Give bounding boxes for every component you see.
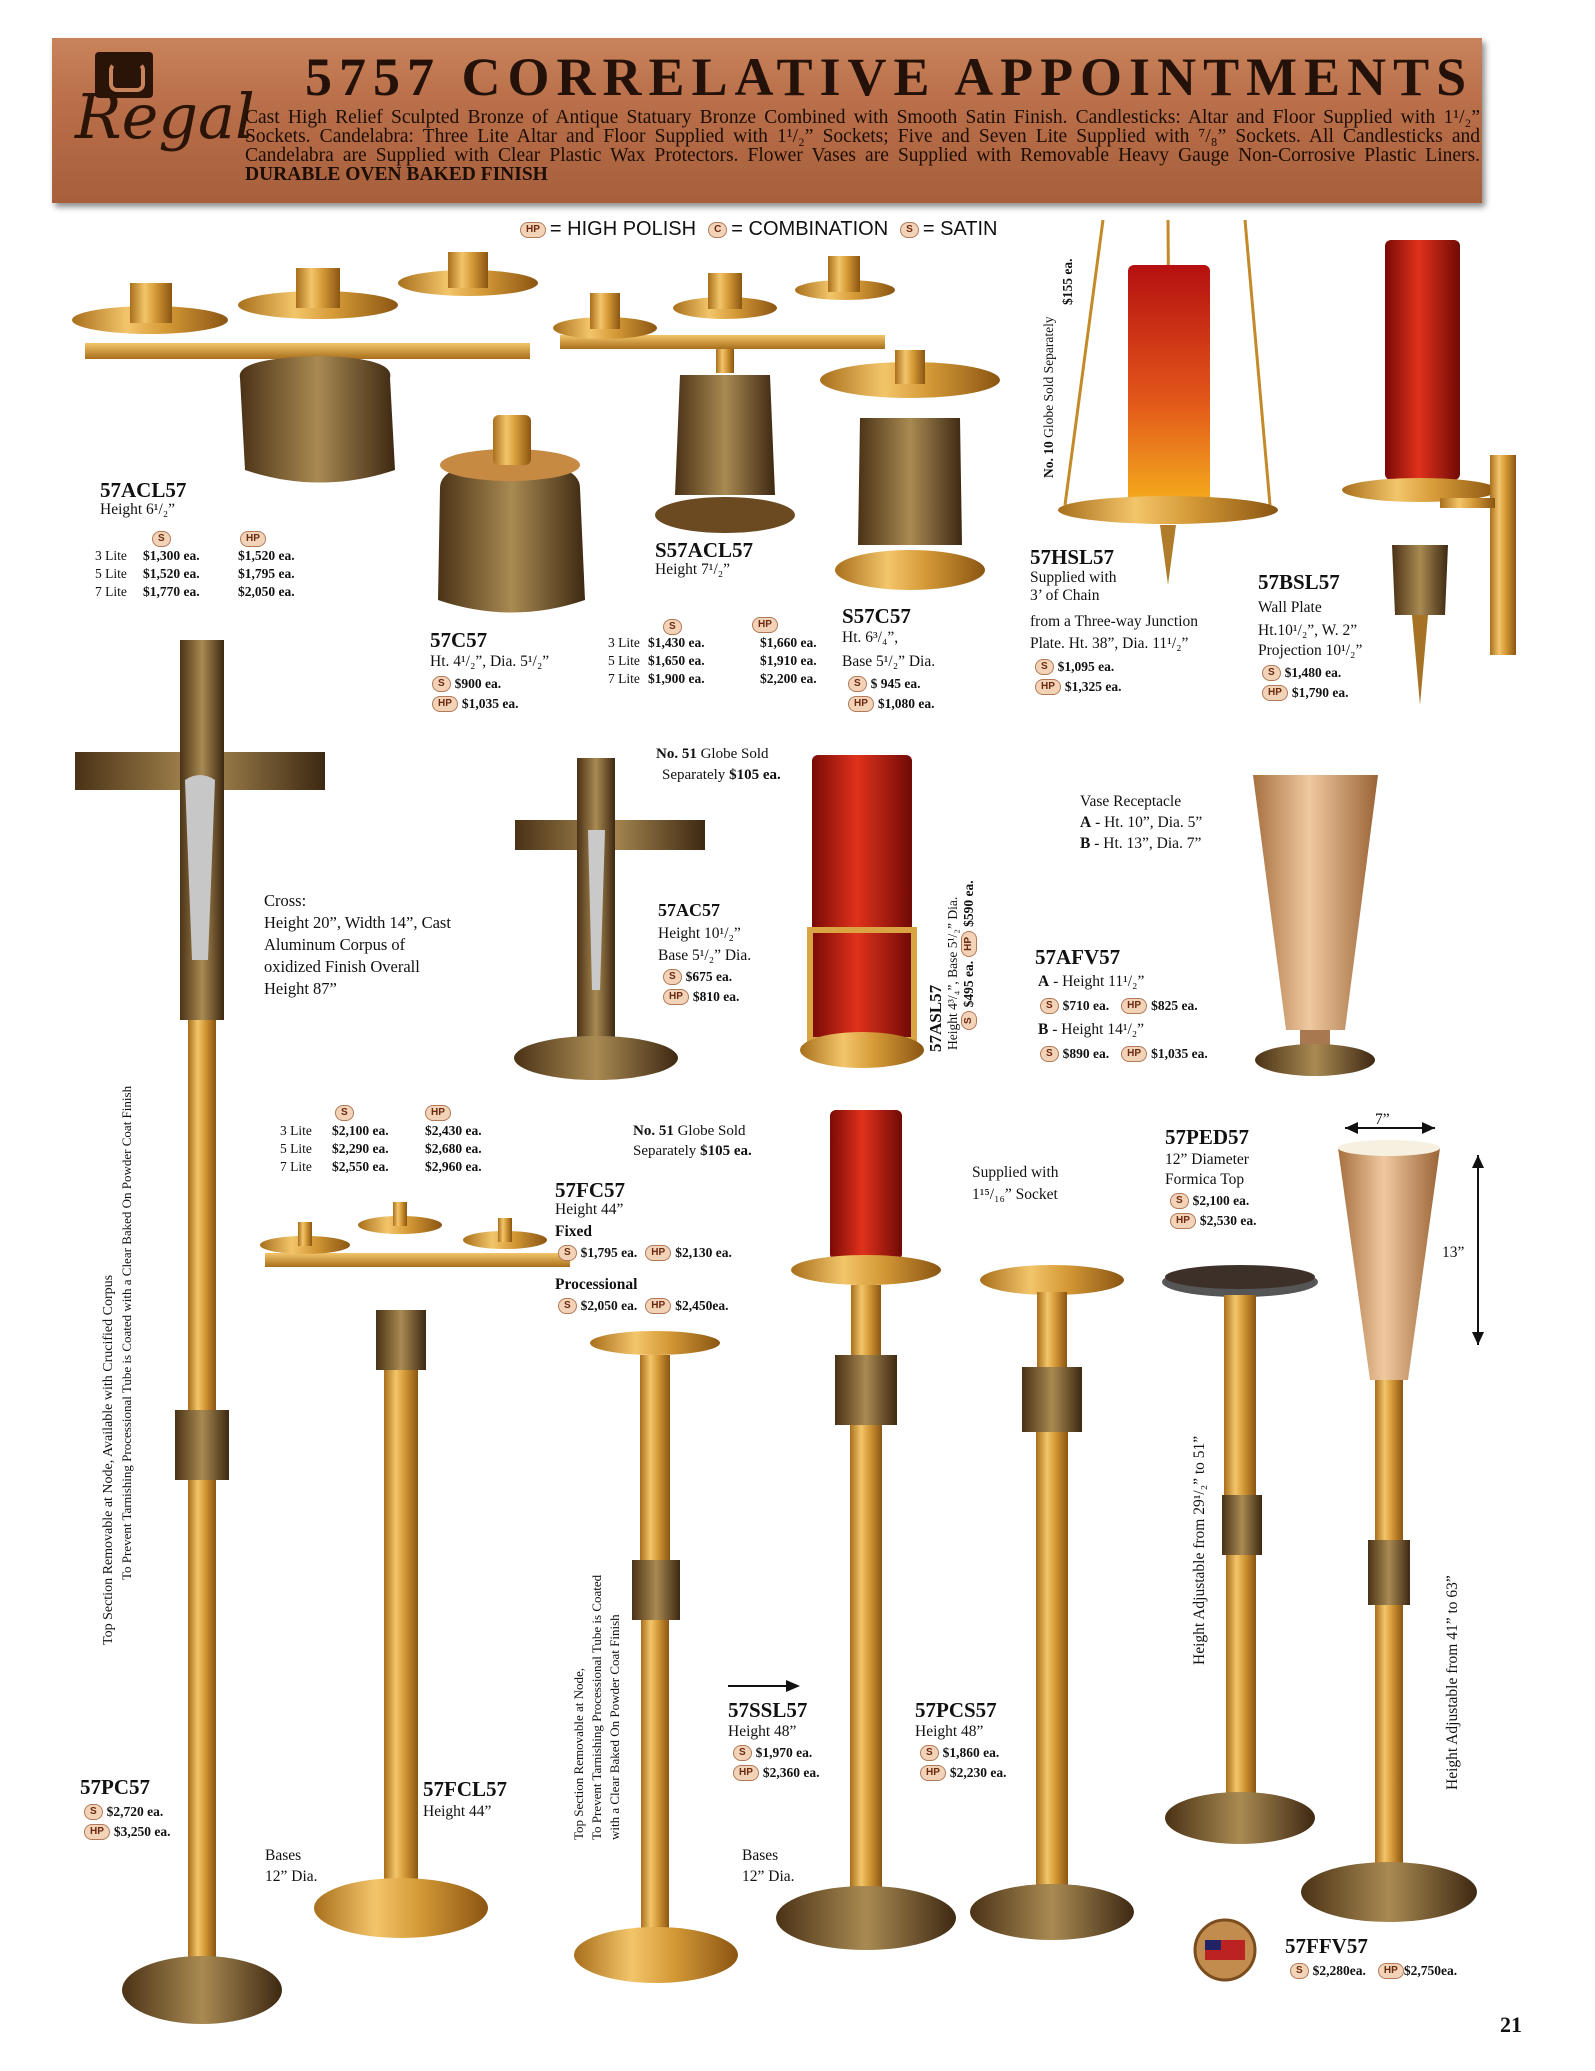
model-s57acl57: S57ACL57 xyxy=(655,538,754,562)
model-57fcl57: 57FCL57 xyxy=(423,1777,507,1801)
hsl57-globe-bold: No. 10 xyxy=(1041,441,1056,478)
hsl57-line4: Plate. Ht. 38”, Dia. 11¹/₂” xyxy=(1030,635,1189,652)
asl57-globe-bold: No. 51 xyxy=(656,746,697,762)
ped57-price-s: $2,100 ea. xyxy=(1192,1193,1250,1208)
s-badge-icon: S xyxy=(663,619,682,635)
hsl57-globe-price: $155 ea. xyxy=(1060,258,1075,305)
hsl57-globe-image xyxy=(1128,265,1210,510)
afv57-a-price-s: $710 ea. xyxy=(1062,998,1110,1013)
model-57acl57: 57ACL57 xyxy=(100,478,187,502)
pc57-price-hp: $3,250 ea. xyxy=(113,1824,171,1839)
s-badge-icon: S xyxy=(1262,665,1281,681)
s-badge-icon: S xyxy=(961,1011,977,1030)
ac57-height: Height 10¹/₂” xyxy=(658,925,741,942)
vase-b-label: B xyxy=(1080,835,1091,852)
s57acl57-price-hp: $1,660 ea. xyxy=(760,635,817,650)
floor-lamp-57ssl57-image xyxy=(776,1110,956,1950)
hp-badge-icon: HP xyxy=(733,1765,759,1781)
s-badge-icon: S xyxy=(733,1745,752,1761)
s57acl57-price-hp: $2,200 ea. xyxy=(760,671,817,686)
model-57asl57: 57ASL57 xyxy=(926,984,945,1052)
pcs57-height: Height 48” xyxy=(915,1723,984,1740)
vase-line-a xyxy=(1080,813,1202,832)
s57acl57-price-s: $1,430 ea. xyxy=(648,635,705,650)
hp-label: = HIGH POLISH xyxy=(549,218,697,240)
hp-badge-icon: HP xyxy=(1121,998,1147,1014)
acl57-price-s: $1,520 ea. xyxy=(143,566,200,581)
c57-price-s: $900 ea. xyxy=(454,676,502,691)
acl57-height: Height 6¹/₂” xyxy=(100,501,176,518)
acl57-price-s: $1,300 ea. xyxy=(143,548,200,563)
ac57-price-hp: $810 ea. xyxy=(692,989,740,1004)
model-57ac57: 57AC57 xyxy=(658,900,720,920)
fcl57-price-s: $2,100 ea. xyxy=(332,1123,389,1138)
acl57-price-hp: $2,050 ea. xyxy=(238,584,295,599)
s-badge-icon: S xyxy=(152,531,171,547)
candlestick-57c57-image xyxy=(438,415,585,613)
ffv57-price-s: $2,280ea. xyxy=(1312,1963,1366,1978)
s57acl57-price-s: $1,650 ea. xyxy=(648,653,705,668)
s57acl57-price-s: $1,900 ea. xyxy=(648,671,705,686)
s57acl57-price-hp: $1,910 ea. xyxy=(760,653,817,668)
fc57-vertical-note1: Top Section Removable at Node, xyxy=(571,1667,586,1840)
s-badge-icon: S xyxy=(1170,1193,1189,1209)
floor-candelabra-57fcl57-image xyxy=(260,1202,570,1938)
s-label: = SATIN xyxy=(922,218,998,240)
s-badge-icon: S xyxy=(1040,998,1059,1014)
fcl57-price-s: $2,290 ea. xyxy=(332,1141,389,1156)
asl57-dims: Height 4³/₄”, Base 5¹/₂” Dia. xyxy=(945,896,960,1050)
asl57-price-hp: $590 ea. xyxy=(961,880,976,927)
c-badge-icon: C xyxy=(708,222,727,238)
fcl57-price-hp: $2,680 ea. xyxy=(425,1141,482,1156)
asl57-globe-text2: Separately xyxy=(662,767,726,783)
acl57-lite-7: 7 Lite xyxy=(95,584,127,599)
ffv57-width: 7” xyxy=(1375,1111,1390,1128)
hp-badge-icon: HP xyxy=(1170,1213,1196,1229)
hp-badge-icon: HP xyxy=(240,531,266,547)
ssl57-globe-text: Globe Sold xyxy=(677,1123,746,1139)
hp-badge-icon: HP xyxy=(84,1824,110,1840)
ssl57-height: Height 48” xyxy=(728,1723,797,1740)
fcl57-bases: Bases xyxy=(265,1847,302,1864)
pedestal-57ped57-image xyxy=(1162,1265,1318,1844)
afv57-a-height: - Height 11¹/₂” xyxy=(1049,973,1145,990)
candelabra-s57acl57-image xyxy=(553,256,895,533)
s57c57-price-s: $ 945 ea. xyxy=(870,676,921,691)
asl57-globe-price: $105 ea. xyxy=(729,767,781,783)
cross-line5: Height 87” xyxy=(264,979,337,998)
ssl57-globe-note xyxy=(633,1122,746,1140)
pcs57-socket2: 1¹⁵/₁₆” Socket xyxy=(972,1186,1058,1203)
pcs57-price-s: $1,860 ea. xyxy=(942,1745,1000,1760)
pc57-vertical-note1: Top Section Removable at Node, Available with Crucified Corpus xyxy=(101,1274,116,1645)
ssl57-price-s: $1,970 ea. xyxy=(755,1745,813,1760)
ssl57-globe-note-2 xyxy=(633,1142,752,1160)
s-badge-icon: S xyxy=(1040,1046,1059,1062)
logo-text: Regal xyxy=(75,80,255,153)
hp-badge-icon: HP xyxy=(848,696,874,712)
acl57-lite-5: 5 Lite xyxy=(95,566,127,581)
fcl57-bases-dia: 12” Dia. xyxy=(265,1868,318,1885)
acl57-price-hp: $1,795 ea. xyxy=(238,566,295,581)
hsl57-price-hp: $1,325 ea. xyxy=(1064,679,1122,694)
ac57-base: Base 5¹/₂” Dia. xyxy=(658,947,752,964)
cross-line1: Cross: xyxy=(264,891,307,910)
ssl57-globe-bold: No. 51 xyxy=(633,1123,674,1139)
fc57-vertical-note3: with a Clear Baked On Powder Coat Finish xyxy=(607,1614,622,1840)
s57c57-price-hp: $1,080 ea. xyxy=(877,696,935,711)
acl57-price-s: $1,770 ea. xyxy=(143,584,200,599)
s57acl57-lite-3: 3 Lite xyxy=(608,635,640,650)
ffv57-height-dim: 13” xyxy=(1442,1244,1465,1261)
floor-vase-57ffv57-image xyxy=(1301,1122,1484,1922)
hsl57-line2: 3’ of Chain xyxy=(1030,587,1100,604)
ssl57-globe-price: $105 ea. xyxy=(700,1143,752,1159)
bsl57-line1: Wall Plate xyxy=(1258,599,1322,616)
afv57-b-label: B xyxy=(1038,1021,1049,1038)
description-text: Cast High Relief Sculpted Bronze of Antique Statuary Bronze Combined with Smooth Satin Finish. Candlesticks: Altar and Floor Supplied with 1¹/₂” Sockets. Candelabra: Three Lite Altar and Floor Supplied with 1¹/₂” Sockets; Five and Seven Lite Supplied with ⁷/₈” Sockets. All Candlesticks and Candelabra are Supplied with Clear Plastic Wax Protectors. Flower Vases are Supplied with Removable Heavy Gauge Non-Corrosive Plastic Liners. xyxy=(245,107,1480,166)
asl57-price-s: $495 ea. xyxy=(961,960,976,1008)
s57acl57-lite-7: 7 Lite xyxy=(608,671,640,686)
model-57pcs57: 57PCS57 xyxy=(915,1698,997,1722)
bsl57-line3: Projection 10¹/₂” xyxy=(1258,642,1363,659)
ped57-adjust: Height Adjustable from 29¹/₂” to 51” xyxy=(1191,1435,1208,1665)
fc57-proc-price-s: $2,050 ea. xyxy=(580,1298,638,1313)
hsl57-price-s: $1,095 ea. xyxy=(1057,659,1115,674)
bsl57-price-s: $1,480 ea. xyxy=(1284,665,1342,680)
hp-badge-icon: HP xyxy=(920,1765,946,1781)
hp-badge-icon: HP xyxy=(520,222,546,238)
pcs57-price-hp: $2,230 ea. xyxy=(949,1765,1007,1780)
vase-57afv57-image xyxy=(1253,775,1378,1030)
cross-line2: Height 20”, Width 14”, Cast xyxy=(264,913,451,932)
hp-badge-icon: HP xyxy=(1121,1046,1147,1062)
vase-a-label: A xyxy=(1080,814,1092,831)
hp-badge-icon: HP xyxy=(663,989,689,1005)
bsl57-price-hp: $1,790 ea. xyxy=(1291,685,1349,700)
cross-line4: oxidized Finish Overall xyxy=(264,957,420,976)
fcl57-price-hp: $2,960 ea. xyxy=(425,1159,482,1174)
hp-badge-icon: HP xyxy=(645,1245,671,1261)
fcl57-price-table xyxy=(280,1122,520,1176)
ped57-price-hp: $2,530 ea. xyxy=(1199,1213,1257,1228)
vase-line-b xyxy=(1080,834,1201,853)
vase-line1: Vase Receptacle xyxy=(1080,793,1182,810)
model-57afv57: 57AFV57 xyxy=(1035,945,1121,969)
page-number: 21 xyxy=(1500,2012,1522,2037)
vase-b-text: - Ht. 13”, Dia. 7” xyxy=(1090,835,1202,852)
s57c57-dims1: Ht. 6³/₄”, xyxy=(842,629,899,646)
asl57-price-row xyxy=(960,880,978,1030)
fcl57-lite-3: 3 Lite xyxy=(280,1123,312,1138)
s57acl57-lite-5: 5 Lite xyxy=(608,653,640,668)
c-label: = COMBINATION xyxy=(731,218,889,240)
fcl57-lite-7: 7 Lite xyxy=(280,1159,312,1174)
s-badge-icon: S xyxy=(335,1105,354,1121)
asl57-globe-text: Globe Sold xyxy=(700,746,769,762)
hp-badge-icon: HP xyxy=(1035,679,1061,695)
model-57hsl57: 57HSL57 xyxy=(1030,545,1115,569)
fc57-proc-price-hp: $2,450ea. xyxy=(675,1298,729,1313)
s-badge-icon: S xyxy=(558,1245,577,1261)
hsl57-line1: Supplied with xyxy=(1030,569,1117,586)
page-title: 5757 CORRELATIVE APPOINTMENTS xyxy=(305,47,1474,107)
afv57-b-price-s: $890 ea. xyxy=(1062,1046,1110,1061)
ped57-line2: Formica Top xyxy=(1165,1171,1245,1188)
acl57-lite-3: 3 Lite xyxy=(95,548,127,563)
ac57-price-s: $675 ea. xyxy=(685,969,733,984)
cross-line3: Aluminum Corpus of xyxy=(264,935,406,954)
s-badge-icon: S xyxy=(663,969,682,985)
ssl57-bases-dia: 12” Dia. xyxy=(742,1868,795,1885)
pcs57-socket1: Supplied with xyxy=(972,1164,1059,1181)
ffv57-adjust: Height Adjustable from 41” to 63” xyxy=(1444,1575,1461,1790)
bsl57-globe-image xyxy=(1385,240,1460,480)
c57-price-hp: $1,035 ea. xyxy=(461,696,519,711)
fcl57-lite-5: 5 Lite xyxy=(280,1141,312,1156)
pc57-vertical-note2: To Prevent Tarnishing Processional Tube is Coated with a Clear Baked On Powder Coat Finish xyxy=(119,1085,134,1580)
hp-badge-icon: HP xyxy=(645,1298,671,1314)
s-badge-icon: S xyxy=(432,676,451,692)
ssl57-globe-text2: Separately xyxy=(633,1143,697,1159)
asl57-globe-note-2 xyxy=(662,766,781,784)
fc57-vertical-note2: To Prevent Tarnishing Processional Tube is Coated xyxy=(589,1574,604,1840)
fcl57-height: Height 44” xyxy=(423,1803,492,1820)
afv57-a-price-hp: $825 ea. xyxy=(1151,998,1198,1013)
model-57ffv57: 57FFV57 xyxy=(1285,1934,1368,1958)
fcl57-price-hp: $2,430 ea. xyxy=(425,1123,482,1138)
s-badge-icon: S xyxy=(558,1298,577,1314)
fc57-height: Height 44” xyxy=(555,1201,624,1218)
ped57-line1: 12” Diameter xyxy=(1165,1151,1249,1168)
fc57-fixed-price-s: $1,795 ea. xyxy=(580,1245,638,1260)
hp-badge-icon: HP xyxy=(432,696,458,712)
afv57-a-line xyxy=(1038,972,1144,991)
fcl57-price-s: $2,550 ea. xyxy=(332,1159,389,1174)
afv57-a-label: A xyxy=(1038,973,1050,990)
hsl57-line3: from a Three-way Junction xyxy=(1030,613,1199,630)
s-badge-icon: S xyxy=(920,1745,939,1761)
s57acl57-price-table xyxy=(608,634,848,688)
model-57ssl57: 57SSL57 xyxy=(728,1698,808,1722)
bsl57-line2: Ht.10¹/₂”, W. 2” xyxy=(1258,622,1358,639)
model-57fc57: 57FC57 xyxy=(555,1178,625,1202)
s57acl57-height: Height 7¹/₂” xyxy=(655,561,731,578)
hsl57-globe-text: Globe Sold Separately xyxy=(1041,316,1056,438)
vase-a-text: - Ht. 10”, Dia. 5” xyxy=(1091,814,1203,831)
model-57c57: 57C57 xyxy=(430,628,488,652)
model-57bsl57: 57BSL57 xyxy=(1258,570,1340,594)
ssl57-bases: Bases xyxy=(742,1847,779,1864)
afv57-b-height: - Height 14¹/₂” xyxy=(1048,1021,1145,1038)
acl57-price-hp: $1,520 ea. xyxy=(238,548,295,563)
hp-badge-icon: HP xyxy=(425,1105,451,1121)
description-bold: DURABLE OVEN BAKED FINISH xyxy=(245,164,548,185)
model-57pc57: 57PC57 xyxy=(80,1775,150,1799)
s-badge-icon: S xyxy=(848,676,867,692)
s-badge-icon: S xyxy=(900,222,919,238)
s-badge-icon: S xyxy=(1290,1963,1309,1979)
fc57-fixed-price-hp: $2,130 ea. xyxy=(675,1245,732,1260)
afv57-b-line xyxy=(1038,1020,1144,1039)
c57-dims: Ht. 4¹/₂”, Dia. 5¹/₂” xyxy=(430,653,550,670)
candelabra-57acl57-image xyxy=(72,252,538,483)
s57c57-dims2: Base 5¹/₂” Dia. xyxy=(842,653,936,670)
hp-badge-icon: HP xyxy=(1378,1963,1404,1979)
model-57ped57: 57PED57 xyxy=(1165,1125,1249,1149)
hp-badge-icon: HP xyxy=(752,617,778,633)
cross-description xyxy=(264,890,451,1000)
hp-badge-icon: HP xyxy=(961,931,977,957)
fc57-processional-label: Processional xyxy=(555,1276,638,1293)
asl57-globe-image xyxy=(812,755,912,1055)
s-badge-icon: S xyxy=(84,1804,103,1820)
acl57-price-table xyxy=(95,547,335,601)
asl57-globe-note xyxy=(656,745,769,763)
hp-badge-icon: HP xyxy=(1262,685,1288,701)
pc57-price-s: $2,720 ea. xyxy=(106,1804,164,1819)
s-badge-icon: S xyxy=(1035,659,1054,675)
paschal-candlestick-57pcs57-image xyxy=(970,1265,1134,1940)
afv57-b-price-hp: $1,035 ea. xyxy=(1151,1046,1208,1061)
candlestick-s57c57-image xyxy=(820,350,1000,590)
fc57-fixed-label: Fixed xyxy=(555,1223,593,1240)
hsl57-globe-note xyxy=(1040,316,1058,478)
ssl57-price-hp: $2,360 ea. xyxy=(762,1765,820,1780)
ffv57-price-hp: $2,750ea. xyxy=(1403,1963,1458,1978)
model-s57c57: S57C57 xyxy=(842,604,911,628)
